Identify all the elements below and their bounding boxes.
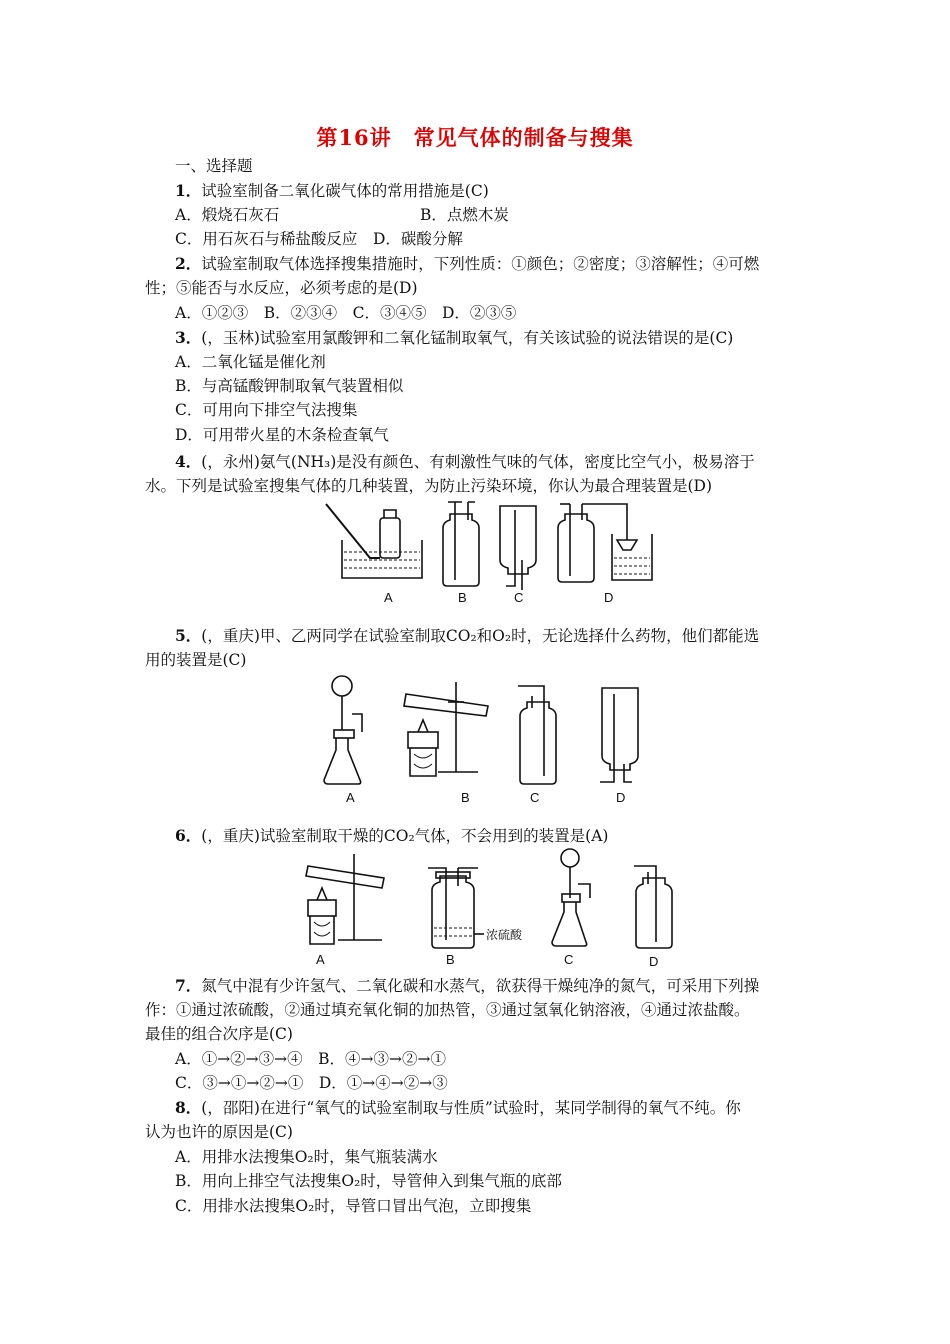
q5-heating-apparatus xyxy=(404,682,488,776)
question-1 xyxy=(175,180,489,202)
q3-option-b: B．与高锰酸钾制取氧气装置相似 xyxy=(175,377,404,395)
q5-label-c: C xyxy=(530,790,540,805)
q4-apparatus-figure xyxy=(322,500,662,610)
q4-trough-apparatus xyxy=(326,504,422,578)
q5-stem-continued: 用的装置是(C) xyxy=(145,651,247,669)
q7-stem-end: 最佳的组合次序是(C) xyxy=(145,1025,293,1043)
question-8 xyxy=(175,1097,741,1119)
q6-apparatus-figure xyxy=(300,846,690,971)
q6-flask-funnel-apparatus xyxy=(552,849,590,946)
q3-option-c: C．可用向下排空气法搜集 xyxy=(175,401,358,419)
q5-flask-funnel-apparatus xyxy=(324,676,362,784)
question-2 xyxy=(175,253,759,275)
q6-label-d: D xyxy=(649,954,659,969)
q1-option-a: A．煅烧石灰石 xyxy=(175,206,280,224)
q1-option-d: D．碳酸分解 xyxy=(373,230,463,248)
q4-label-d: D xyxy=(604,590,614,605)
q8-option-a: A．用排水法搜集O₂时，集气瓶装满水 xyxy=(175,1148,438,1166)
q6-label-c: C xyxy=(564,952,574,967)
q4-inverted-bottle-apparatus xyxy=(500,506,536,590)
question-6 xyxy=(175,825,608,847)
q5-gas-bottle-apparatus xyxy=(518,686,556,784)
q2-options: A．①②③ B．②③④ C．③④⑤ D．②③⑤ xyxy=(175,304,517,322)
question-stem: (，邵阳)在进行“氧气的试验室制取与性质”试验时，某同学制得的氧气不纯。你 xyxy=(201,1099,741,1117)
question-stem: (，永州)氨气(NH₃)是没有颜色、有刺激性气味的气体，密度比空气小，极易溶于 xyxy=(201,453,755,471)
question-stem: 试验室制备二氧化碳气体的常用措施是(C) xyxy=(201,182,489,200)
q1-option-b: B．点燃木炭 xyxy=(420,206,509,224)
question-stem: 试验室制取气体选择搜集措施时，下列性质：①颜色；②密度；③溶解性；④可燃 xyxy=(201,255,760,273)
q4-bottle-apparatus xyxy=(443,502,479,586)
q6-acid-label: 浓硫酸 xyxy=(486,928,523,942)
question-number: 1． xyxy=(175,181,202,200)
q5-label-b: B xyxy=(461,790,470,805)
q7-stem-continued: 作：①通过浓硫酸，②通过填充氧化铜的加热管，③通过氢氧化钠溶液，④通过浓盐酸。 xyxy=(145,1001,750,1019)
question-4 xyxy=(175,451,755,473)
q4-absorption-apparatus xyxy=(558,504,652,582)
question-stem: 氮气中混有少许氢气、二氧化碳和水蒸气，欲获得干燥纯净的氮气，可采用下列操 xyxy=(201,977,760,995)
question-number: 2． xyxy=(175,254,202,273)
q5-label-a: A xyxy=(346,790,355,805)
q5-label-d: D xyxy=(616,790,626,805)
q6-drying-bottle-apparatus xyxy=(428,868,484,948)
question-3 xyxy=(175,327,733,349)
q6-heating-apparatus xyxy=(306,854,384,944)
q8-stem-continued: 认为也许的原因是(C) xyxy=(145,1123,293,1141)
q3-option-d: D．可用带火星的木条检查氧气 xyxy=(175,426,389,444)
question-number: 6． xyxy=(175,826,202,845)
question-number: 8． xyxy=(175,1098,202,1117)
q6-label-a: A xyxy=(316,952,325,967)
question-5 xyxy=(175,625,759,647)
section-heading: 一、选择题 xyxy=(175,157,253,175)
question-stem: (，重庆)甲、乙两同学在试验室制取CO₂和O₂时，无论选择什么药物，他们都能选 xyxy=(201,627,760,645)
question-stem: (，玉林)试验室用氯酸钾和二氧化锰制取氧气，有关该试验的说法错误的是(C) xyxy=(201,329,734,347)
q8-option-c: C．用排水法搜集O₂时，导管口冒出气泡，立即搜集 xyxy=(175,1197,532,1215)
question-number: 5． xyxy=(175,626,202,645)
question-number: 3． xyxy=(175,328,202,347)
q1-option-c: C．用石灰石与稀盐酸反应 xyxy=(175,230,358,248)
q6-label-b: B xyxy=(446,952,455,967)
q7-options-cd: C．③→①→②→① D．①→④→②→③ xyxy=(175,1074,448,1092)
q5-inverted-bottle-apparatus xyxy=(600,688,638,782)
question-number: 4． xyxy=(175,452,202,471)
q5-apparatus-figure xyxy=(318,672,658,807)
q4-label-c: C xyxy=(514,590,524,605)
q4-label-b: B xyxy=(458,590,467,605)
q8-option-b: B．用向上排空气法搜集O₂时，导管伸入到集气瓶的底部 xyxy=(175,1172,562,1190)
q7-options-ab: A．①→②→③→④ B．④→③→②→① xyxy=(175,1050,447,1068)
q4-stem-continued: 水。下列是试验室搜集气体的几种装置，为防止污染环境，你认为最合理装置是(D) xyxy=(145,477,713,495)
question-stem: (，重庆)试验室制取干燥的CO₂气体，不会用到的装置是(A) xyxy=(201,827,609,845)
question-7 xyxy=(175,975,759,997)
q4-label-a: A xyxy=(384,590,393,605)
q6-gas-bottle-apparatus xyxy=(634,866,672,948)
q2-stem-continued: 性；⑤能否与水反应，必须考虑的是(D) xyxy=(145,279,418,297)
q3-option-a: A．二氧化锰是催化剂 xyxy=(175,353,326,371)
page-title: 第16讲 常见气体的制备与搜集 xyxy=(316,125,634,150)
question-number: 7． xyxy=(175,976,202,995)
